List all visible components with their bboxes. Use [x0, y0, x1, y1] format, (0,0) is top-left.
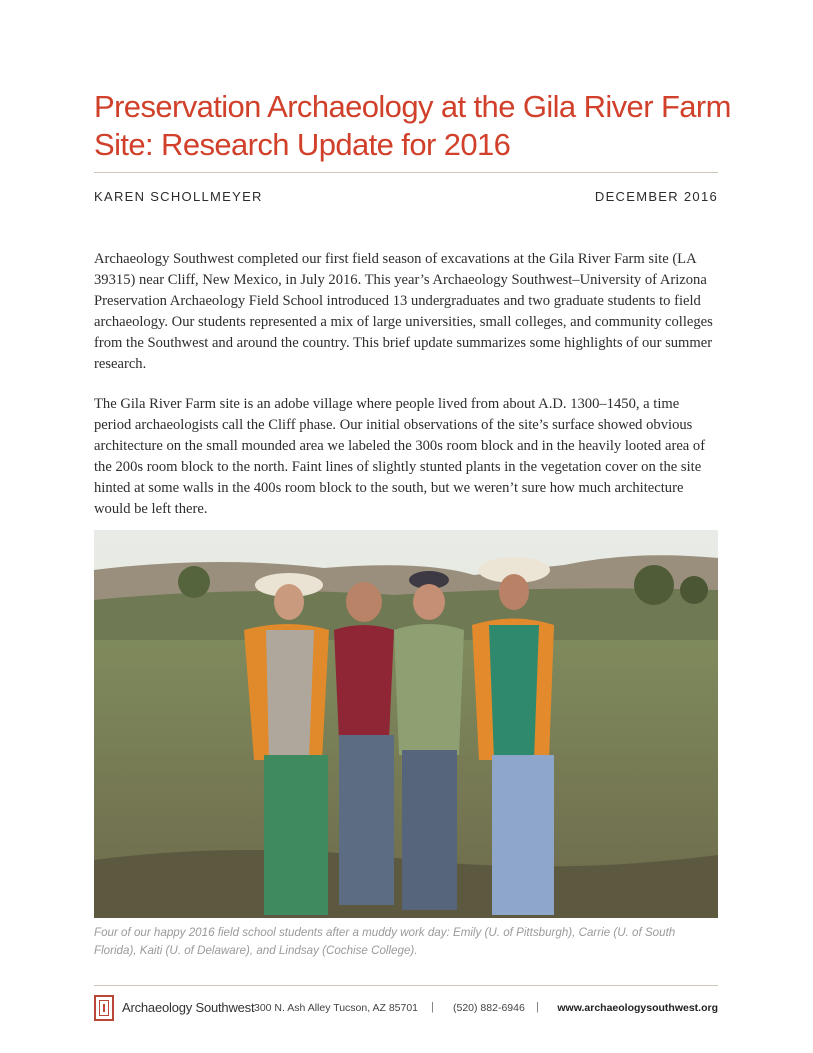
footer-separator: | [431, 1001, 434, 1013]
article-title: Preservation Archaeology at the Gila River Farm Site: Research Update for 2016 [94, 89, 731, 162]
field-school-photo [94, 530, 718, 918]
footer-website-link[interactable]: www.archaeologysouthwest.org [557, 1002, 718, 1014]
footer-separator: | [536, 1001, 539, 1013]
byline [94, 189, 718, 207]
archaeology-southwest-logo-icon [94, 995, 114, 1021]
photo-caption: Four of our happy 2016 field school students after a muddy work day: Emily (U. of Pittsburgh), Carrie (U. of South Florida), Kaiti (U. of Delaware), and Lindsay (Cochise College). [94, 926, 676, 957]
author-name: KAREN SCHOLLMEYER [94, 189, 263, 204]
body-paragraph-2: The Gila River Farm site is an adobe village where people lived from about A.D. 1300–1450, a time period archaeologists call the Cliff phase. Our initial observations of the site’s surface showed obvious architecture on the small mounded area we labeled the 300s room block and in the heavily looted area of the 200s room block to the north. Faint lines of slightly stunted plants in the vegetation cover on the site hinted at some walls in the 400s room block to the south, but we weren’t sure how much architecture would be left there. [94, 396, 706, 517]
page-footer [94, 995, 718, 1025]
footer-divider [94, 985, 718, 986]
footer-org-name: Archaeology Southwest [122, 1000, 255, 1015]
body-paragraph-1: Archaeology Southwest completed our first field season of excavations at the Gila River Farm site (LA 39315) near Cliff, New Mexico, in July 2016. This year’s Archaeology Southwest–University of Arizona Preservation Archaeology Field School introduced 13 undergraduates and two graduate students to field archaeology. Our students represented a mix of large universities, small colleges, and community colleges from the Southwest and around the country. This brief update summarizes some highlights of our summer research. [94, 251, 713, 372]
publication-date: DECEMBER 2016 [594, 189, 718, 204]
footer-address: 300 N. Ash Alley Tucson, AZ 85701 [254, 1002, 419, 1014]
title-divider [94, 172, 718, 173]
footer-phone: (520) 882-6946 [453, 1002, 525, 1014]
